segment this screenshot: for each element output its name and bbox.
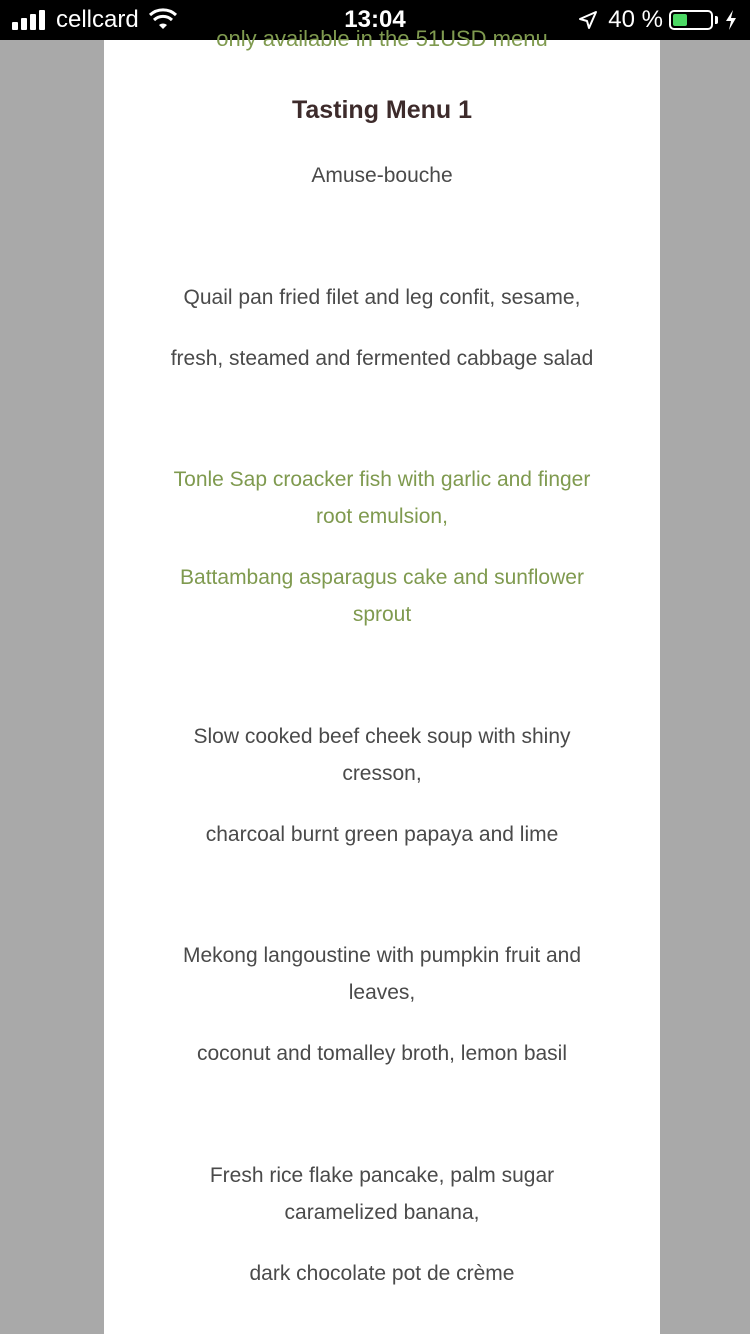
battery-icon xyxy=(669,10,713,30)
course-2-line-1a: Tonle Sap croacker fish with garlic and finger xyxy=(173,468,591,491)
battery-cap xyxy=(715,16,718,24)
course-4-line-1b: leaves, xyxy=(348,981,416,1004)
course-3-line-1a: Slow cooked beef cheek soup with shiny xyxy=(193,725,571,748)
dessert-line-2: dark chocolate pot de crème xyxy=(249,1262,515,1285)
charging-bolt-icon xyxy=(724,9,738,31)
course-1-line-2: fresh, steamed and fermented cabbage salad xyxy=(170,347,594,370)
menu-card xyxy=(104,26,660,1334)
course-2-line-2b: sprout xyxy=(352,603,412,626)
dessert-line-1a: Fresh rice flake pancake, palm sugar xyxy=(209,1164,555,1187)
menu-title: Tasting Menu 1 xyxy=(291,96,473,124)
carrier-name: cellcard xyxy=(56,6,139,33)
course-3-line-1b: cresson, xyxy=(342,762,422,785)
course-3-line-2: charcoal burnt green papaya and lime xyxy=(205,823,559,846)
course-4-line-1a: Mekong langoustine with pumpkin fruit and xyxy=(182,944,582,967)
dessert-line-1b: caramelized banana, xyxy=(284,1201,480,1224)
status-time: 13:04 xyxy=(344,6,406,33)
battery-fill xyxy=(673,14,687,26)
menu-note-cut-off: only available in the 51USD menu xyxy=(216,26,548,51)
course-4-line-2: coconut and tomalley broth, lemon basil xyxy=(196,1042,568,1065)
course-2-line-2a: Battambang asparagus cake and sunflower xyxy=(180,566,584,589)
course-1-line-1: Quail pan fried filet and leg confit, sesame, xyxy=(183,286,581,309)
battery-percent: 40 % xyxy=(608,6,663,33)
course-2-line-1b: root emulsion, xyxy=(316,505,448,528)
amuse-bouche: Amuse-bouche xyxy=(311,164,453,187)
